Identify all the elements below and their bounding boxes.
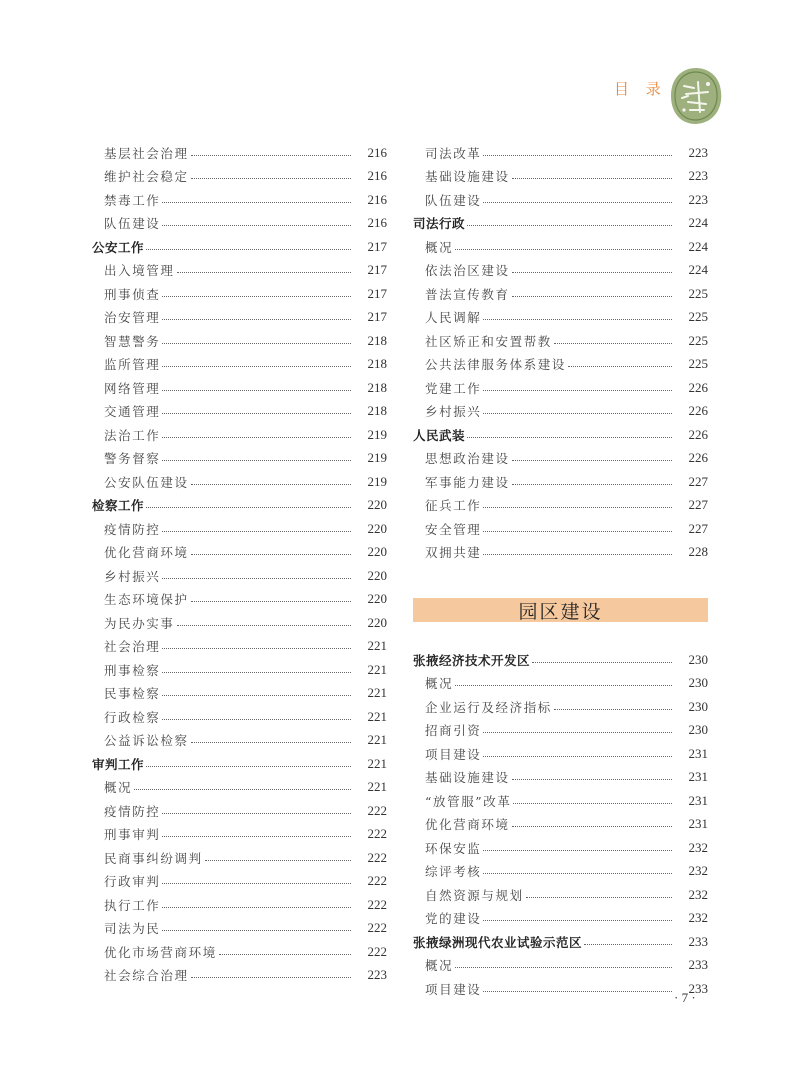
toc-entry-label: 审判工作 <box>92 756 145 772</box>
toc-entry-label: 概况 <box>425 676 454 692</box>
toc-entry-label: 环保安监 <box>425 840 482 856</box>
dot-leader <box>146 765 351 767</box>
toc-entry-label: 社会治理 <box>104 639 161 655</box>
dot-leader <box>483 553 672 555</box>
toc-entry-label: 依法治区建设 <box>425 263 510 279</box>
dot-leader <box>162 295 351 297</box>
toc-entry[interactable] <box>413 766 708 790</box>
toc-entry-page: 226 <box>688 450 708 466</box>
toc-entry-label: 优化市场营商环境 <box>104 944 217 960</box>
toc-entry[interactable] <box>92 893 387 917</box>
toc-entry-label: 优化营商环境 <box>425 817 510 833</box>
toc-entry[interactable] <box>413 329 708 353</box>
toc-entry[interactable] <box>413 907 708 931</box>
toc-entry[interactable] <box>413 517 708 541</box>
toc-entry-page: 218 <box>367 332 387 348</box>
dot-leader <box>483 919 672 921</box>
toc-entry[interactable] <box>92 799 387 823</box>
toc-entry[interactable] <box>413 954 708 978</box>
toc-entry-label: 社区矫正和安置帮教 <box>425 333 552 349</box>
toc-entry[interactable] <box>413 813 708 837</box>
toc-entry[interactable] <box>92 823 387 847</box>
toc-entry[interactable] <box>92 259 387 283</box>
toc-entry-page: 221 <box>367 755 387 771</box>
toc-entry[interactable] <box>92 329 387 353</box>
dot-leader <box>483 412 672 414</box>
dot-leader <box>554 708 672 710</box>
toc-entry-page: 221 <box>367 661 387 677</box>
dot-leader <box>146 248 351 250</box>
toc-entry-page: 231 <box>688 816 708 832</box>
toc-entry-page: 220 <box>367 591 387 607</box>
dot-leader <box>483 154 672 156</box>
toc-entry-label: 自然资源与规划 <box>425 887 524 903</box>
dot-leader <box>146 506 351 508</box>
toc-entry-label: 普法宣传教育 <box>425 286 510 302</box>
toc-entry[interactable] <box>92 846 387 870</box>
toc-entry-page: 228 <box>688 544 708 560</box>
toc-entry[interactable] <box>92 282 387 306</box>
toc-entry[interactable] <box>92 588 387 612</box>
toc-entry-page: 231 <box>688 792 708 808</box>
toc-entry-page: 223 <box>688 191 708 207</box>
toc-entry-label: 党的建设 <box>425 911 482 927</box>
toc-entry-label: 交通管理 <box>104 404 161 420</box>
dot-leader <box>483 872 672 874</box>
toc-entry-label: 公安队伍建设 <box>104 474 189 490</box>
toc-section-entry[interactable] <box>92 235 387 259</box>
toc-entry-label: 维护社会稳定 <box>104 169 189 185</box>
toc-entry-label: 智慧警务 <box>104 333 161 349</box>
toc-entry-page: 216 <box>367 144 387 160</box>
dot-leader <box>455 966 672 968</box>
toc-entry-label: 党建工作 <box>425 380 482 396</box>
toc-entry-page: 233 <box>688 957 708 973</box>
toc-entry-page: 226 <box>688 379 708 395</box>
toc-entry-page: 233 <box>688 933 708 949</box>
dot-leader <box>134 788 351 790</box>
toc-entry[interactable] <box>413 742 708 766</box>
section-banner: 园区建设 <box>413 598 708 622</box>
toc-entry[interactable] <box>92 165 387 189</box>
dot-leader <box>191 177 351 179</box>
toc-entry-page: 224 <box>688 238 708 254</box>
toc-entry[interactable] <box>92 353 387 377</box>
toc-entry-page: 220 <box>367 614 387 630</box>
dot-leader <box>467 224 672 226</box>
toc-entry-page: 232 <box>688 910 708 926</box>
dot-leader <box>162 671 351 673</box>
toc-entry-page: 227 <box>688 520 708 536</box>
dot-leader <box>162 835 351 837</box>
dot-leader <box>191 600 351 602</box>
toc-entry-page: 219 <box>367 426 387 442</box>
toc-entry-page: 232 <box>688 863 708 879</box>
toc-entry[interactable] <box>413 353 708 377</box>
toc-section-entry[interactable] <box>92 494 387 518</box>
toc-entry-label: 行政审判 <box>104 874 161 890</box>
toc-entry[interactable] <box>413 836 708 860</box>
dot-leader <box>162 882 351 884</box>
dot-leader <box>483 849 672 851</box>
toc-entry[interactable] <box>92 705 387 729</box>
toc-entry-label: 司法行政 <box>413 216 466 232</box>
toc-entry-page: 222 <box>367 943 387 959</box>
toc-entry-page: 225 <box>688 332 708 348</box>
toc-entry-label: 概况 <box>104 780 133 796</box>
toc-entry-page: 230 <box>688 651 708 667</box>
toc-entry[interactable] <box>92 658 387 682</box>
toc-entry-label: 企业运行及经济指标 <box>425 699 552 715</box>
dot-leader <box>455 684 672 686</box>
toc-entry-label: 公共法律服务体系建设 <box>425 357 567 373</box>
dot-leader <box>177 271 351 273</box>
toc-entry[interactable] <box>92 611 387 635</box>
toc-entry-label: 为民办实事 <box>104 615 175 631</box>
toc-entry-label: 法治工作 <box>104 427 161 443</box>
toc-entry-label: 刑事审判 <box>104 827 161 843</box>
dot-leader <box>483 201 672 203</box>
toc-entry-label: 禁毒工作 <box>104 192 161 208</box>
dot-leader <box>177 624 351 626</box>
toc-entry-page: 225 <box>688 356 708 372</box>
toc-entry-page: 224 <box>688 215 708 231</box>
dot-leader <box>191 741 351 743</box>
dot-leader <box>483 389 672 391</box>
toc-entry-label: 刑事侦查 <box>104 286 161 302</box>
toc-entry-page: 225 <box>688 285 708 301</box>
dot-leader <box>513 802 672 804</box>
dot-leader <box>483 530 672 532</box>
dot-leader <box>162 694 351 696</box>
dot-leader <box>455 248 672 250</box>
dot-leader <box>191 154 351 156</box>
toc-entry-label: 优化营商环境 <box>104 545 189 561</box>
toc-entry[interactable] <box>413 470 708 494</box>
dot-leader <box>162 201 351 203</box>
toc-entry-label: 概况 <box>425 958 454 974</box>
toc-entry-label: 警务督察 <box>104 451 161 467</box>
toc-entry-page: 219 <box>367 473 387 489</box>
toc-entry[interactable] <box>92 870 387 894</box>
toc-right-column <box>413 141 708 1001</box>
toc-entry-label: 基础设施建设 <box>425 770 510 786</box>
toc-entry-label: 概况 <box>425 239 454 255</box>
toc-entry-label: 公益诉讼检察 <box>104 733 189 749</box>
toc-entry[interactable] <box>413 695 708 719</box>
toc-entry[interactable] <box>413 883 708 907</box>
toc-entry-page: 219 <box>367 450 387 466</box>
toc-entry-page: 218 <box>367 403 387 419</box>
toc-entry-page: 222 <box>367 802 387 818</box>
toc-entry[interactable] <box>413 494 708 518</box>
toc-entry[interactable] <box>92 447 387 471</box>
toc-entry-label: 乡村振兴 <box>104 568 161 584</box>
toc-entry[interactable] <box>413 860 708 884</box>
toc-entry-label: 民事检察 <box>104 686 161 702</box>
dot-leader <box>191 483 351 485</box>
dot-leader <box>584 943 672 945</box>
dot-leader <box>191 553 351 555</box>
dot-leader <box>483 755 672 757</box>
toc-entry-page: 220 <box>367 497 387 513</box>
toc-entry-page: 225 <box>688 309 708 325</box>
seal-stamp-icon <box>668 66 724 126</box>
toc-entry-page: 220 <box>367 544 387 560</box>
toc-entry-label: 军事能力建设 <box>425 474 510 490</box>
toc-entry-label: 征兵工作 <box>425 498 482 514</box>
toc-entry-label: 基础设施建设 <box>425 169 510 185</box>
toc-entry[interactable] <box>413 719 708 743</box>
dot-leader <box>483 990 672 992</box>
toc-entry[interactable] <box>92 917 387 941</box>
dot-leader <box>532 661 672 663</box>
toc-entry[interactable] <box>413 400 708 424</box>
toc-entry-label: 队伍建设 <box>425 192 482 208</box>
toc-section-entry[interactable] <box>413 648 708 672</box>
toc-entry-label: 人民调解 <box>425 310 482 326</box>
toc-entry-page: 216 <box>367 215 387 231</box>
toc-section-entry[interactable] <box>413 930 708 954</box>
toc-entry-label: 刑事检察 <box>104 662 161 678</box>
toc-entry[interactable] <box>92 635 387 659</box>
toc-entry[interactable] <box>413 447 708 471</box>
toc-entry-page: 227 <box>688 473 708 489</box>
dot-leader <box>483 731 672 733</box>
toc-entry[interactable] <box>413 165 708 189</box>
toc-entry-label: 民商事纠纷调判 <box>104 850 203 866</box>
toc-entry[interactable] <box>413 282 708 306</box>
dot-leader <box>205 859 351 861</box>
toc-section-entry[interactable] <box>413 423 708 447</box>
toc-entry[interactable] <box>92 541 387 565</box>
toc-entry-label: 双拥共建 <box>425 545 482 561</box>
dot-leader <box>162 389 351 391</box>
toc-entry[interactable] <box>413 672 708 696</box>
toc-section-entry[interactable] <box>413 212 708 236</box>
toc-entry-page: 223 <box>688 144 708 160</box>
toc-entry[interactable] <box>413 188 708 212</box>
dot-leader <box>512 778 672 780</box>
dot-leader <box>512 177 672 179</box>
dot-leader <box>512 271 672 273</box>
dot-leader <box>483 506 672 508</box>
toc-entry-page: 230 <box>688 698 708 714</box>
toc-entry[interactable] <box>92 729 387 753</box>
toc-entry-page: 221 <box>367 685 387 701</box>
toc-entry[interactable] <box>92 776 387 800</box>
toc-entry-page: 224 <box>688 262 708 278</box>
toc-entry-label: 网络管理 <box>104 380 161 396</box>
dot-leader <box>162 412 351 414</box>
toc-entry[interactable] <box>413 306 708 330</box>
toc-entry-page: 231 <box>688 769 708 785</box>
toc-entry[interactable] <box>92 423 387 447</box>
toc-entry-page: 226 <box>688 426 708 442</box>
toc-entry[interactable] <box>92 306 387 330</box>
toc-entry-label: 公安工作 <box>92 239 145 255</box>
toc-entry-page: 221 <box>367 779 387 795</box>
toc-entry-page: 222 <box>367 849 387 865</box>
toc-entry-label: 监所管理 <box>104 357 161 373</box>
toc-entry[interactable] <box>92 682 387 706</box>
toc-entry-page: 223 <box>688 168 708 184</box>
dot-leader <box>512 483 672 485</box>
dot-leader <box>191 976 351 978</box>
toc-entry-label: 思想政治建设 <box>425 451 510 467</box>
toc-entry[interactable] <box>92 376 387 400</box>
toc-entry-page: 233 <box>688 980 708 996</box>
toc-entry[interactable] <box>413 141 708 165</box>
toc-entry-page: 222 <box>367 826 387 842</box>
dot-leader <box>162 224 351 226</box>
toc-entry-page: 232 <box>688 886 708 902</box>
dot-leader <box>162 577 351 579</box>
toc-entry-page: 231 <box>688 745 708 761</box>
toc-entry-page: 220 <box>367 567 387 583</box>
toc-entry-label: 行政检察 <box>104 709 161 725</box>
dot-leader <box>467 436 672 438</box>
toc-entry[interactable] <box>92 964 387 988</box>
toc-entry-label: 疫情防控 <box>104 521 161 537</box>
toc-entry-label: 人民武装 <box>413 427 466 443</box>
dot-leader <box>162 906 351 908</box>
toc-entry-label: 招商引资 <box>425 723 482 739</box>
toc-entry-page: 223 <box>367 967 387 983</box>
toc-entry[interactable] <box>92 188 387 212</box>
toc-entry-label: 执行工作 <box>104 897 161 913</box>
dot-leader <box>512 295 672 297</box>
toc-entry-page: 222 <box>367 920 387 936</box>
dot-leader <box>162 365 351 367</box>
dot-leader <box>554 342 672 344</box>
toc-entry-label: 社会综合治理 <box>104 968 189 984</box>
toc-entry-page: 218 <box>367 379 387 395</box>
toc-entry[interactable] <box>92 517 387 541</box>
toc-entry-page: 217 <box>367 285 387 301</box>
toc-entry[interactable] <box>92 470 387 494</box>
toc-entry[interactable] <box>413 259 708 283</box>
toc-entry-page: 222 <box>367 873 387 889</box>
toc-entry[interactable] <box>413 235 708 259</box>
toc-left-column <box>92 141 387 987</box>
page-number: · 7 · <box>674 990 696 1005</box>
dot-leader <box>512 459 672 461</box>
toc-entry-label: 司法为民 <box>104 921 161 937</box>
dot-leader <box>162 647 351 649</box>
toc-entry-label: 项目建设 <box>425 746 482 762</box>
toc-entry-label: 综评考核 <box>425 864 482 880</box>
toc-entry-page: 221 <box>367 708 387 724</box>
dot-leader <box>162 812 351 814</box>
toc-entry-label: 疫情防控 <box>104 803 161 819</box>
toc-entry-label: 乡村振兴 <box>425 404 482 420</box>
dot-leader <box>483 318 672 320</box>
dot-leader <box>162 436 351 438</box>
toc-entry-page: 230 <box>688 675 708 691</box>
toc-entry-page: 221 <box>367 732 387 748</box>
toc-entry-label: 治安管理 <box>104 310 161 326</box>
toc-entry[interactable] <box>92 400 387 424</box>
toc-entry-label: “放管服”改革 <box>425 793 512 809</box>
toc-entry-label: 张掖经济技术开发区 <box>413 652 531 668</box>
toc-entry-page: 217 <box>367 238 387 254</box>
toc-entry-page: 230 <box>688 722 708 738</box>
dot-leader <box>219 953 351 955</box>
toc-entry-label: 张掖绿洲现代农业试验示范区 <box>413 934 583 950</box>
toc-entry[interactable] <box>92 212 387 236</box>
toc-entry-page: 218 <box>367 356 387 372</box>
toc-entry-page: 227 <box>688 497 708 513</box>
toc-entry-label: 队伍建设 <box>104 216 161 232</box>
dot-leader <box>568 365 672 367</box>
toc-entry-page: 220 <box>367 520 387 536</box>
toc-entry-page: 217 <box>367 262 387 278</box>
toc-entry[interactable] <box>413 789 708 813</box>
toc-entry-label: 项目建设 <box>425 981 482 997</box>
dot-leader <box>162 929 351 931</box>
toc-entry[interactable] <box>92 141 387 165</box>
toc-entry-page: 217 <box>367 309 387 325</box>
toc-entry[interactable] <box>413 376 708 400</box>
toc-entry[interactable] <box>92 564 387 588</box>
toc-entry-label: 司法改革 <box>425 145 482 161</box>
dot-leader <box>512 825 672 827</box>
dot-leader <box>526 896 672 898</box>
toc-entry-page: 216 <box>367 191 387 207</box>
toc-entry-page: 226 <box>688 403 708 419</box>
dot-leader <box>162 530 351 532</box>
toc-section-entry[interactable] <box>92 752 387 776</box>
toc-entry-page: 221 <box>367 638 387 654</box>
dot-leader <box>162 718 351 720</box>
toc-entry-page: 232 <box>688 839 708 855</box>
toc-entry-page: 222 <box>367 896 387 912</box>
toc-entry-label: 基层社会治理 <box>104 145 189 161</box>
dot-leader <box>162 342 351 344</box>
toc-entry-label: 检察工作 <box>92 498 145 514</box>
toc-entry-label: 安全管理 <box>425 521 482 537</box>
toc-entry[interactable] <box>92 940 387 964</box>
dot-leader <box>162 459 351 461</box>
toc-entry-label: 出入境管理 <box>104 263 175 279</box>
toc-entry[interactable] <box>413 541 708 565</box>
toc-entry-label: 生态环境保护 <box>104 592 189 608</box>
toc-entry-page: 216 <box>367 168 387 184</box>
dot-leader <box>162 318 351 320</box>
toc-entry[interactable] <box>413 977 708 1001</box>
page-title: 目 录 <box>614 80 667 98</box>
